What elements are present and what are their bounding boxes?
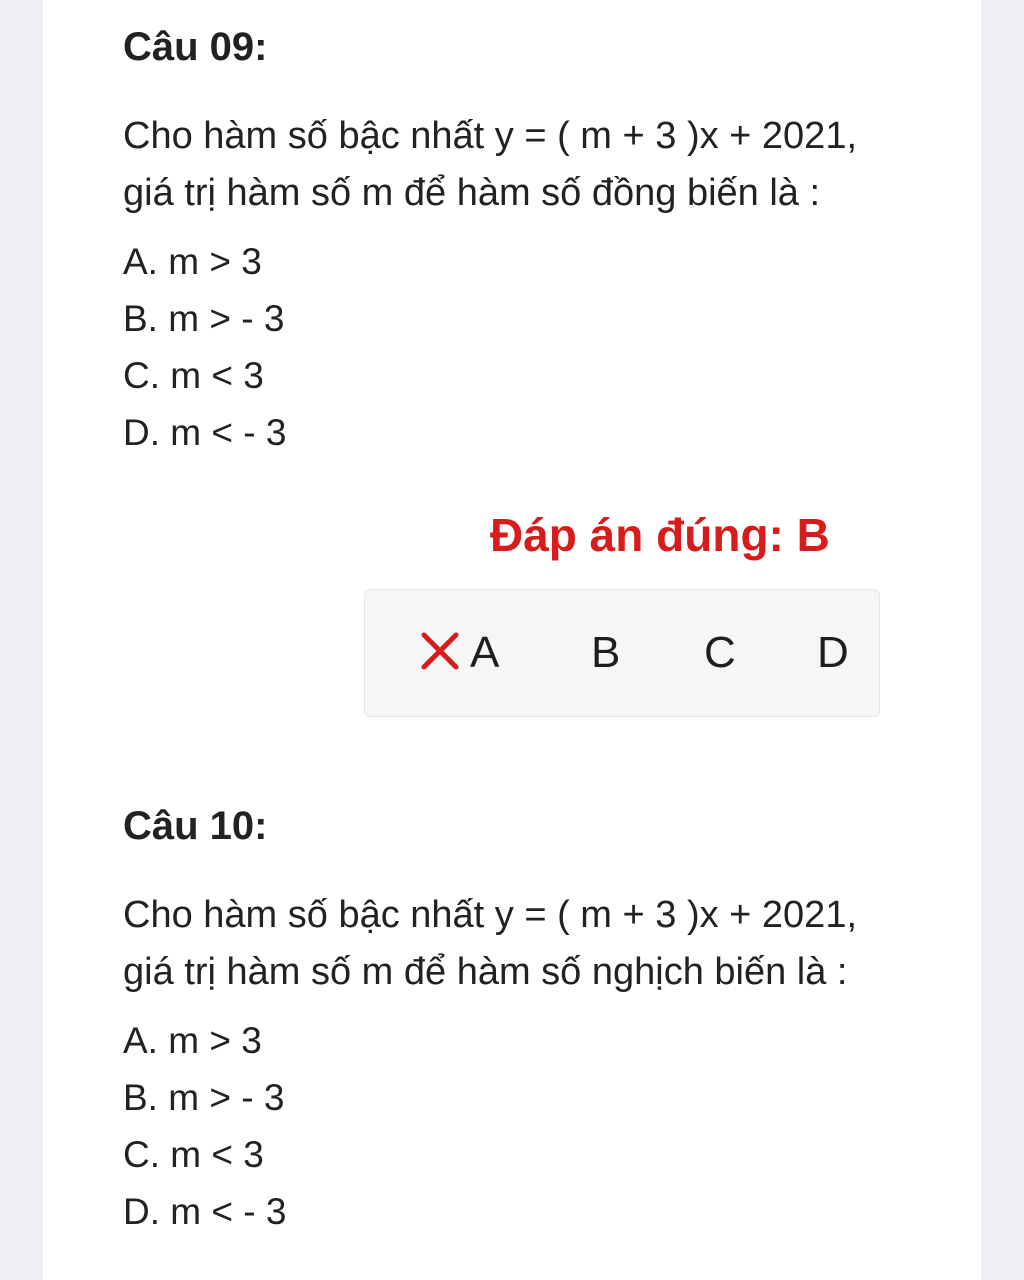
answer-choice-d[interactable] xyxy=(817,622,849,684)
question-10-options xyxy=(123,1012,286,1240)
answer-choice-c[interactable] xyxy=(704,622,736,684)
correct-answer-label: Đáp án đúng: B xyxy=(490,509,830,561)
answer-choice-c-label: C xyxy=(704,628,736,677)
question-10-text-line-2: giá trị hàm số m để hàm số nghịch biến là : xyxy=(123,951,848,993)
answer-choice-a-label: A xyxy=(470,628,500,677)
question-9-option-d: D. m < - 3 xyxy=(123,412,287,453)
question-9-option-a: A. m > 3 xyxy=(123,241,262,282)
x-mark-icon xyxy=(420,631,460,671)
question-10-title: Câu 10: xyxy=(123,804,268,848)
question-9-option-c: C. m < 3 xyxy=(123,355,264,396)
answer-choice-b[interactable] xyxy=(591,622,620,684)
question-10-option-d: D. m < - 3 xyxy=(123,1191,287,1232)
question-10-option-b: B. m > - 3 xyxy=(123,1077,285,1118)
question-9-title: Câu 09: xyxy=(123,25,268,69)
question-10-text xyxy=(123,887,913,1001)
question-9-text-line-1: Cho hàm số bậc nhất y = ( m + 3 )x + 2021, xyxy=(123,115,858,157)
question-9-options xyxy=(123,233,286,461)
question-9-text-line-2: giá trị hàm số m để hàm số đồng biến là : xyxy=(123,172,821,214)
answer-choice-a[interactable] xyxy=(420,622,499,684)
question-9-option-b: B. m > - 3 xyxy=(123,298,285,339)
answer-choice-box xyxy=(364,589,880,717)
question-10-text-line-1: Cho hàm số bậc nhất y = ( m + 3 )x + 2021, xyxy=(123,894,858,936)
right-margin xyxy=(981,0,1024,1280)
question-10-option-c: C. m < 3 xyxy=(123,1134,264,1175)
question-10-option-a: A. m > 3 xyxy=(123,1020,262,1061)
answer-choice-b-label: B xyxy=(591,628,621,677)
answer-choice-d-label: D xyxy=(817,628,849,677)
question-9-text xyxy=(123,108,913,222)
